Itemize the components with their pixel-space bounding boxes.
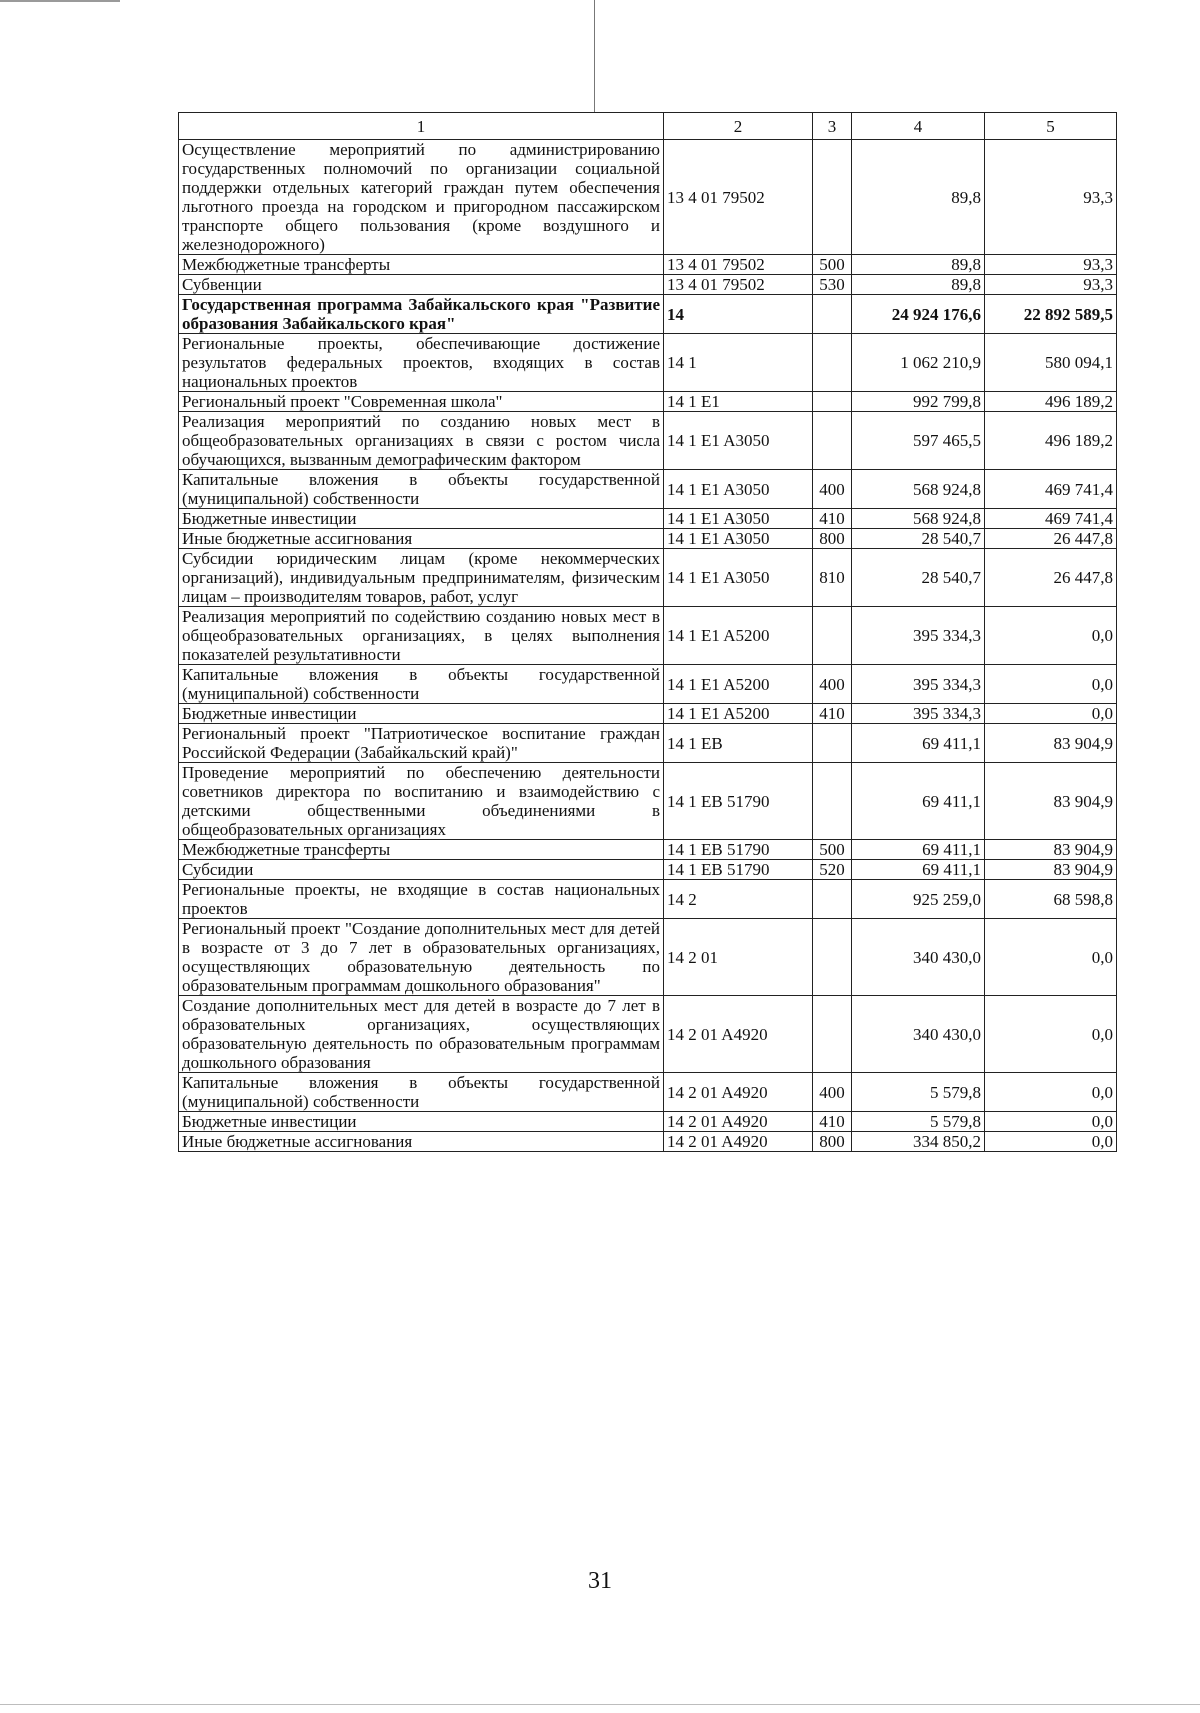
table-row — [179, 840, 1117, 860]
row-name-cell: Региональные проекты, не входящие в состав национальных проектов — [179, 880, 664, 919]
row-code-cell: 13 4 01 79502 — [664, 275, 813, 295]
row-code-cell: 14 1 E1 A3050 — [664, 470, 813, 509]
row-code-cell: 14 1 E1 A3050 — [664, 509, 813, 529]
row-name-cell: Субсидии юридическим лицам (кроме некоммерческих организаций), индивидуальным предпринимателям, физическим лицам – производителям товаров, работ, услуг — [179, 549, 664, 607]
row-amount-year1-cell: 992 799,8 — [852, 392, 985, 412]
row-code-cell: 14 2 — [664, 880, 813, 919]
row-expense-type-cell: 410 — [813, 509, 852, 529]
table-header-row — [179, 113, 1117, 140]
row-amount-year1-cell: 5 579,8 — [852, 1112, 985, 1132]
row-name-cell: Осуществление мероприятий по администрированию государственных полномочий по организации социальной поддержки отдельных категорий граждан путем обеспечения льготного проезда на городском и пригородном пассажирском транспорте общего пользования (кроме воздушного и железнодорожного) — [179, 140, 664, 255]
table-row — [179, 607, 1117, 665]
row-name-cell: Реализация мероприятий по созданию новых мест в общеобразовательных организациях в связи с ростом числа обучающихся, вызванным демографическим фактором — [179, 412, 664, 470]
table-row — [179, 665, 1117, 704]
table-row — [179, 1112, 1117, 1132]
row-expense-type-cell: 400 — [813, 665, 852, 704]
row-code-cell: 14 1 E1 A5200 — [664, 704, 813, 724]
row-code-cell: 14 1 E1 — [664, 392, 813, 412]
row-amount-year2-cell: 580 094,1 — [985, 334, 1117, 392]
row-amount-year2-cell: 93,3 — [985, 255, 1117, 275]
scan-edge-line — [0, 0, 120, 2]
table-row — [179, 334, 1117, 392]
row-code-cell: 14 1 E1 A3050 — [664, 529, 813, 549]
row-amount-year2-cell: 0,0 — [985, 1073, 1117, 1112]
row-expense-type-cell: 800 — [813, 529, 852, 549]
row-name-cell: Межбюджетные трансферты — [179, 255, 664, 275]
table-row — [179, 295, 1117, 334]
row-expense-type-cell — [813, 295, 852, 334]
row-expense-type-cell: 800 — [813, 1132, 852, 1152]
row-expense-type-cell: 500 — [813, 255, 852, 275]
table-row — [179, 1073, 1117, 1112]
table-row — [179, 704, 1117, 724]
row-code-cell: 14 2 01 — [664, 919, 813, 996]
table-row — [179, 860, 1117, 880]
table-row — [179, 1132, 1117, 1152]
row-name-cell: Бюджетные инвестиции — [179, 1112, 664, 1132]
column-header-2: 2 — [664, 113, 813, 140]
table-row — [179, 509, 1117, 529]
row-amount-year1-cell: 89,8 — [852, 275, 985, 295]
table-row — [179, 549, 1117, 607]
row-amount-year1-cell: 69 411,1 — [852, 840, 985, 860]
row-expense-type-cell — [813, 763, 852, 840]
row-code-cell: 14 2 01 A4920 — [664, 1132, 813, 1152]
row-expense-type-cell: 530 — [813, 275, 852, 295]
row-amount-year2-cell: 0,0 — [985, 1112, 1117, 1132]
table-row — [179, 996, 1117, 1073]
row-amount-year2-cell: 0,0 — [985, 607, 1117, 665]
row-code-cell: 14 — [664, 295, 813, 334]
column-header-1: 1 — [179, 113, 664, 140]
row-amount-year2-cell: 469 741,4 — [985, 509, 1117, 529]
row-code-cell: 14 2 01 A4920 — [664, 1112, 813, 1132]
row-expense-type-cell: 410 — [813, 1112, 852, 1132]
row-amount-year1-cell: 568 924,8 — [852, 509, 985, 529]
row-expense-type-cell: 810 — [813, 549, 852, 607]
row-name-cell: Региональный проект "Создание дополнительных мест для детей в возрасте от 3 до 7 лет в образовательных организациях, осуществляющих образовательную деятельность по образовательным программам дошкольного образования" — [179, 919, 664, 996]
row-amount-year1-cell: 28 540,7 — [852, 529, 985, 549]
row-amount-year2-cell: 0,0 — [985, 704, 1117, 724]
row-name-cell: Субсидии — [179, 860, 664, 880]
row-amount-year1-cell: 69 411,1 — [852, 860, 985, 880]
row-amount-year2-cell: 26 447,8 — [985, 549, 1117, 607]
row-amount-year1-cell: 568 924,8 — [852, 470, 985, 509]
row-name-cell: Проведение мероприятий по обеспечению деятельности советников директора по воспитанию и взаимодействию с детскими общественными объединениями в общеобразовательных организациях — [179, 763, 664, 840]
row-amount-year2-cell: 0,0 — [985, 996, 1117, 1073]
row-name-cell: Межбюджетные трансферты — [179, 840, 664, 860]
row-code-cell: 14 1 E1 A5200 — [664, 607, 813, 665]
row-expense-type-cell — [813, 334, 852, 392]
column-header-4: 4 — [852, 113, 985, 140]
table-row — [179, 529, 1117, 549]
row-amount-year1-cell: 69 411,1 — [852, 763, 985, 840]
row-name-cell: Бюджетные инвестиции — [179, 509, 664, 529]
row-name-cell: Субвенции — [179, 275, 664, 295]
row-expense-type-cell: 520 — [813, 860, 852, 880]
row-expense-type-cell — [813, 919, 852, 996]
row-amount-year2-cell: 83 904,9 — [985, 724, 1117, 763]
table-row — [179, 255, 1117, 275]
budget-table — [178, 112, 1117, 1152]
row-amount-year1-cell: 395 334,3 — [852, 607, 985, 665]
row-expense-type-cell: 400 — [813, 1073, 852, 1112]
row-name-cell: Капитальные вложения в объекты государственной (муниципальной) собственности — [179, 1073, 664, 1112]
row-name-cell: Иные бюджетные ассигнования — [179, 529, 664, 549]
row-amount-year1-cell: 69 411,1 — [852, 724, 985, 763]
row-code-cell: 14 1 EB 51790 — [664, 763, 813, 840]
table-row — [179, 470, 1117, 509]
row-amount-year2-cell: 83 904,9 — [985, 840, 1117, 860]
row-code-cell: 13 4 01 79502 — [664, 255, 813, 275]
scan-fold-line — [594, 0, 595, 112]
row-amount-year1-cell: 340 430,0 — [852, 996, 985, 1073]
row-amount-year1-cell: 28 540,7 — [852, 549, 985, 607]
row-expense-type-cell — [813, 607, 852, 665]
row-code-cell: 14 1 E1 A3050 — [664, 412, 813, 470]
row-code-cell: 14 1 EB 51790 — [664, 860, 813, 880]
row-amount-year2-cell: 469 741,4 — [985, 470, 1117, 509]
row-amount-year1-cell: 89,8 — [852, 255, 985, 275]
row-amount-year2-cell: 26 447,8 — [985, 529, 1117, 549]
row-expense-type-cell: 410 — [813, 704, 852, 724]
row-expense-type-cell — [813, 412, 852, 470]
row-amount-year1-cell: 395 334,3 — [852, 704, 985, 724]
row-amount-year2-cell: 496 189,2 — [985, 392, 1117, 412]
row-amount-year2-cell: 22 892 589,5 — [985, 295, 1117, 334]
table-row — [179, 412, 1117, 470]
row-expense-type-cell: 400 — [813, 470, 852, 509]
table-row — [179, 880, 1117, 919]
column-header-3: 3 — [813, 113, 852, 140]
row-amount-year1-cell: 89,8 — [852, 140, 985, 255]
row-amount-year2-cell: 83 904,9 — [985, 860, 1117, 880]
row-amount-year1-cell: 334 850,2 — [852, 1132, 985, 1152]
column-header-5: 5 — [985, 113, 1117, 140]
row-amount-year1-cell: 925 259,0 — [852, 880, 985, 919]
row-amount-year2-cell: 93,3 — [985, 275, 1117, 295]
row-name-cell: Региональный проект "Современная школа" — [179, 392, 664, 412]
row-code-cell: 14 1 EB 51790 — [664, 840, 813, 860]
row-name-cell: Государственная программа Забайкальского края "Развитие образования Забайкальского края" — [179, 295, 664, 334]
row-name-cell: Иные бюджетные ассигнования — [179, 1132, 664, 1152]
table-row — [179, 275, 1117, 295]
row-expense-type-cell — [813, 880, 852, 919]
row-amount-year1-cell: 5 579,8 — [852, 1073, 985, 1112]
row-expense-type-cell — [813, 392, 852, 412]
row-code-cell: 14 1 EB — [664, 724, 813, 763]
row-amount-year2-cell: 0,0 — [985, 665, 1117, 704]
row-expense-type-cell — [813, 996, 852, 1073]
row-code-cell: 14 2 01 A4920 — [664, 996, 813, 1073]
row-name-cell: Региональные проекты, обеспечивающие достижение результатов федеральных проектов, входящих в состав национальных проектов — [179, 334, 664, 392]
row-amount-year1-cell: 395 334,3 — [852, 665, 985, 704]
row-amount-year1-cell: 340 430,0 — [852, 919, 985, 996]
table-body — [179, 140, 1117, 1152]
row-amount-year2-cell: 93,3 — [985, 140, 1117, 255]
row-name-cell: Создание дополнительных мест для детей в возрасте до 7 лет в образовательных организациях, осуществляющих образовательную деятельность по образовательным программам дошкольного образования — [179, 996, 664, 1073]
row-amount-year2-cell: 0,0 — [985, 919, 1117, 996]
scan-bottom-line — [0, 1704, 1200, 1705]
row-amount-year1-cell: 1 062 210,9 — [852, 334, 985, 392]
row-expense-type-cell — [813, 724, 852, 763]
row-code-cell: 14 1 — [664, 334, 813, 392]
row-name-cell: Капитальные вложения в объекты государственной (муниципальной) собственности — [179, 665, 664, 704]
row-amount-year2-cell: 83 904,9 — [985, 763, 1117, 840]
row-amount-year2-cell: 68 598,8 — [985, 880, 1117, 919]
table-row — [179, 919, 1117, 996]
row-amount-year1-cell: 24 924 176,6 — [852, 295, 985, 334]
row-name-cell: Реализация мероприятий по содействию созданию новых мест в общеобразовательных организациях, в целях выполнения показателей результативности — [179, 607, 664, 665]
row-code-cell: 13 4 01 79502 — [664, 140, 813, 255]
row-code-cell: 14 1 E1 A3050 — [664, 549, 813, 607]
page-number: 31 — [588, 1568, 612, 1594]
row-amount-year1-cell: 597 465,5 — [852, 412, 985, 470]
table-row — [179, 763, 1117, 840]
row-expense-type-cell: 500 — [813, 840, 852, 860]
table-row — [179, 140, 1117, 255]
row-amount-year2-cell: 0,0 — [985, 1132, 1117, 1152]
row-amount-year2-cell: 496 189,2 — [985, 412, 1117, 470]
row-name-cell: Бюджетные инвестиции — [179, 704, 664, 724]
row-code-cell: 14 1 E1 A5200 — [664, 665, 813, 704]
row-name-cell: Капитальные вложения в объекты государственной (муниципальной) собственности — [179, 470, 664, 509]
table-row — [179, 392, 1117, 412]
table-row — [179, 724, 1117, 763]
row-name-cell: Региональный проект "Патриотическое воспитание граждан Российской Федерации (Забайкальский край)" — [179, 724, 664, 763]
row-expense-type-cell — [813, 140, 852, 255]
row-code-cell: 14 2 01 A4920 — [664, 1073, 813, 1112]
